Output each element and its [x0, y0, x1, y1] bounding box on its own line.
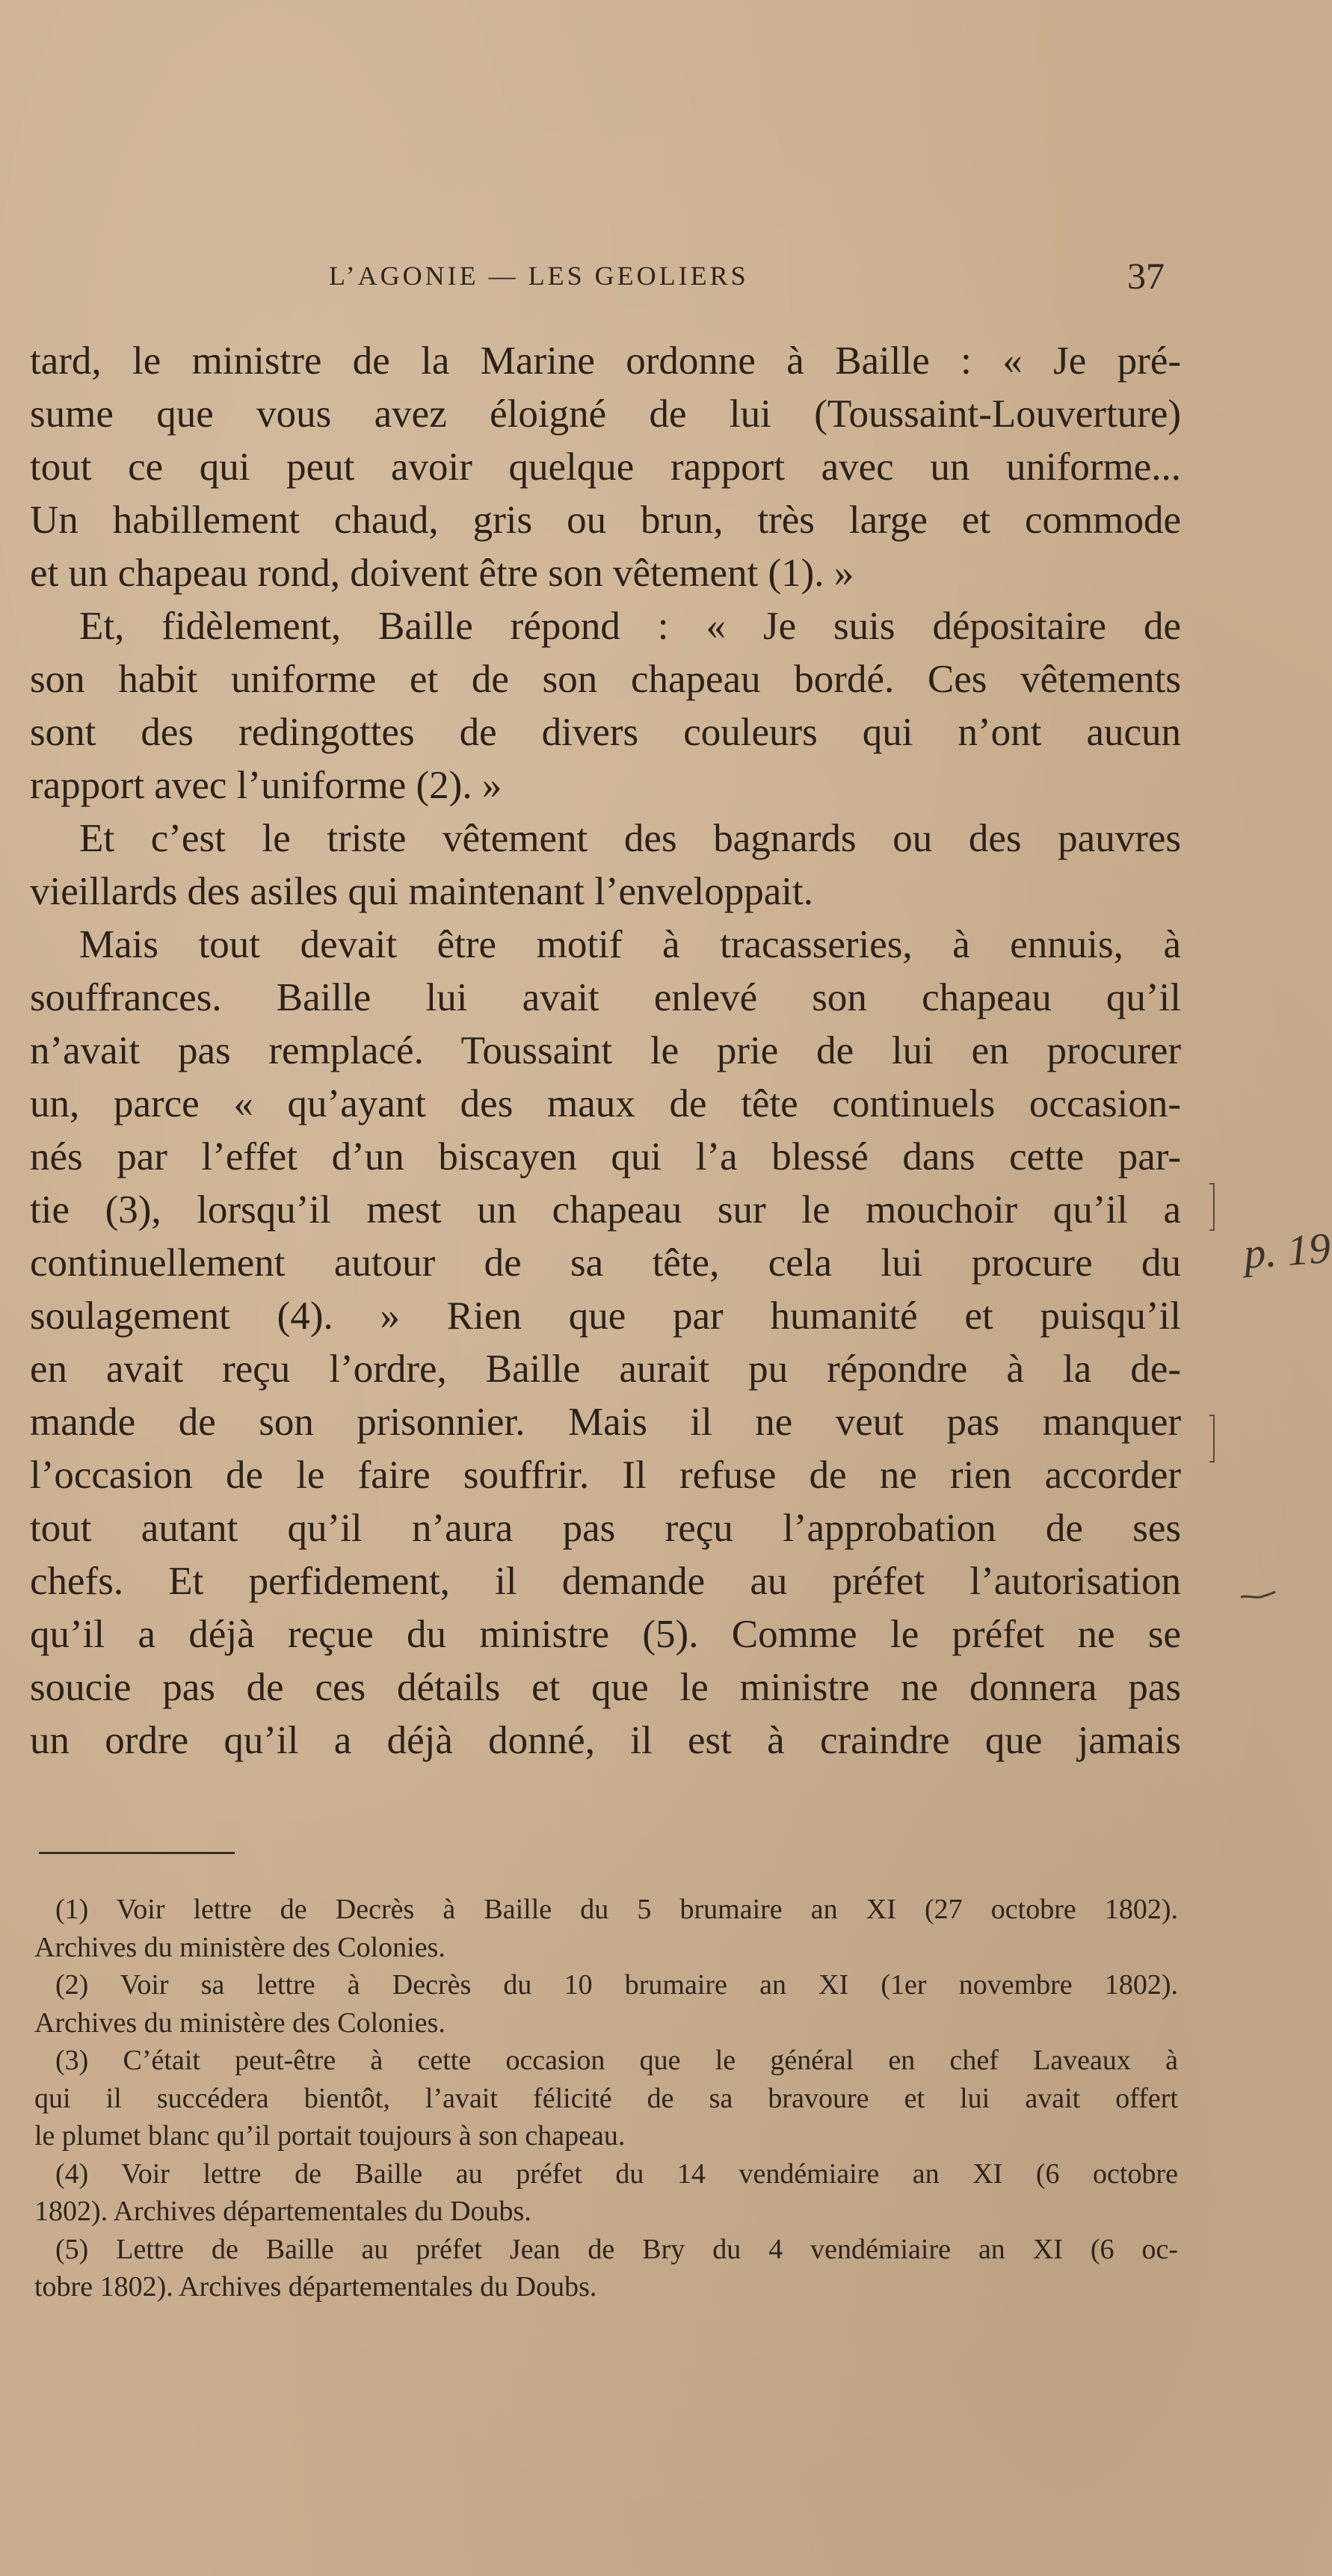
footnote-line: (5) Lettre de Baille au préfet Jean de Bry du 4 vendémiaire an XI (6 oc- — [55, 2233, 1178, 2265]
footnote-line: (3) C’était peut-être à cette occasion que le général en chef Laveaux à — [55, 2045, 1178, 2076]
footnote-line: 1802). Archives départementales du Doubs. — [34, 2196, 531, 2227]
margin-tick-mark — [1239, 1590, 1277, 1602]
footnote-line: (4) Voir lettre de Baille au préfet du 14 vendémiaire an XI (6 octobre — [55, 2158, 1178, 2190]
body-line: rapport avec l’uniforme (2). » — [30, 764, 502, 807]
body-line: mande de son prisonnier. Mais il ne veut pas manquer — [30, 1400, 1181, 1444]
body-line: tout autant qu’il n’aura pas reçu l’approbation de ses — [30, 1507, 1181, 1550]
body-line: soucie pas de ces détails et que le ministre ne donnera pas — [30, 1666, 1181, 1709]
body-line: soulagement (4). » Rien que par humanité et puisqu’il — [30, 1294, 1181, 1338]
footnote-line: le plumet blanc qu’il portait toujours à son chapeau. — [34, 2120, 626, 2152]
body-line: qu’il a déjà reçue du ministre (5). Comme le préfet ne se — [30, 1613, 1181, 1656]
footnotes — [34, 1891, 1178, 2306]
body-line: Un habillement chaud, gris ou brun, très large et commode — [30, 498, 1181, 542]
page-number: 37 — [1127, 255, 1165, 297]
body-line: Et c’est le triste vêtement des bagnards ou des pauvres — [79, 817, 1181, 860]
body-line: sont des redingottes de divers couleurs qui n’ont aucun — [30, 711, 1181, 754]
body-text — [30, 335, 1181, 1767]
footnote-line: tobre 1802). Archives départementales du Doubs. — [34, 2271, 597, 2302]
body-line: chefs. Et perfidement, il demande au préfet l’autorisation — [30, 1560, 1181, 1603]
body-line: Et, fidèlement, Baille répond : « Je suis dépositaire de — [79, 605, 1181, 648]
body-line: l’occasion de le faire souffrir. Il refuse de ne rien accorder — [30, 1454, 1181, 1497]
margin-bracket-mark — [1206, 1181, 1220, 1233]
margin-handwritten-note: p. 19 — [1242, 1223, 1332, 1278]
body-line: vieillards des asiles qui maintenant l’enveloppait. — [30, 870, 813, 913]
body-line: nés par l’effet d’un biscayen qui l’a blessé dans cette par- — [30, 1135, 1181, 1179]
body-line: n’avait pas remplacé. Toussaint le prie de lui en procurer — [30, 1029, 1181, 1072]
footnote-line: (2) Voir sa lettre à Decrès du 10 brumaire an XI (1er novembre 1802). — [55, 1969, 1178, 2001]
body-line: son habit uniforme et de son chapeau bordé. Ces vêtements — [30, 658, 1181, 701]
body-line: en avait reçu l’ordre, Baille aurait pu répondre à la de- — [30, 1347, 1181, 1391]
body-line: et un chapeau rond, doivent être son vêtement (1). » — [30, 552, 854, 595]
body-line: tie (3), lorsqu’il mest un chapeau sur le mouchoir qu’il a — [30, 1188, 1181, 1232]
body-line: tout ce qui peut avoir quelque rapport avec un uniforme... — [30, 445, 1181, 489]
body-line: tard, le ministre de la Marine ordonne à Baille : « Je pré- — [30, 339, 1181, 383]
footnote-line: qui il succédera bientôt, l’avait félicité de sa bravoure et lui avait offert — [34, 2082, 1178, 2114]
footnote-rule — [39, 1852, 235, 1854]
body-line: souffrances. Baille lui avait enlevé son chapeau qu’il — [30, 976, 1181, 1019]
body-line: un ordre qu’il a déjà donné, il est à craindre que jamais — [30, 1719, 1181, 1762]
footnote-line: Archives du ministère des Colonies. — [34, 1931, 445, 1963]
body-line: sume que vous avez éloigné de lui (Toussaint-Louverture) — [30, 392, 1181, 436]
body-line: un, parce « qu’ayant des maux de tête continuels occasion- — [30, 1082, 1181, 1125]
body-line: Mais tout devait être motif à tracasseries, à ennuis, à — [79, 923, 1181, 966]
running-title: L’AGONIE — LES GEOLIERS — [329, 261, 749, 291]
margin-bracket-mark — [1206, 1412, 1220, 1465]
running-head — [0, 254, 1306, 299]
footnote-line: (1) Voir lettre de Decrès à Baille du 5 brumaire an XI (27 octobre 1802). — [55, 1894, 1178, 1925]
body-line: continuellement autour de sa tête, cela lui procure du — [30, 1241, 1181, 1285]
footnote-line: Archives du ministère des Colonies. — [34, 2007, 445, 2039]
